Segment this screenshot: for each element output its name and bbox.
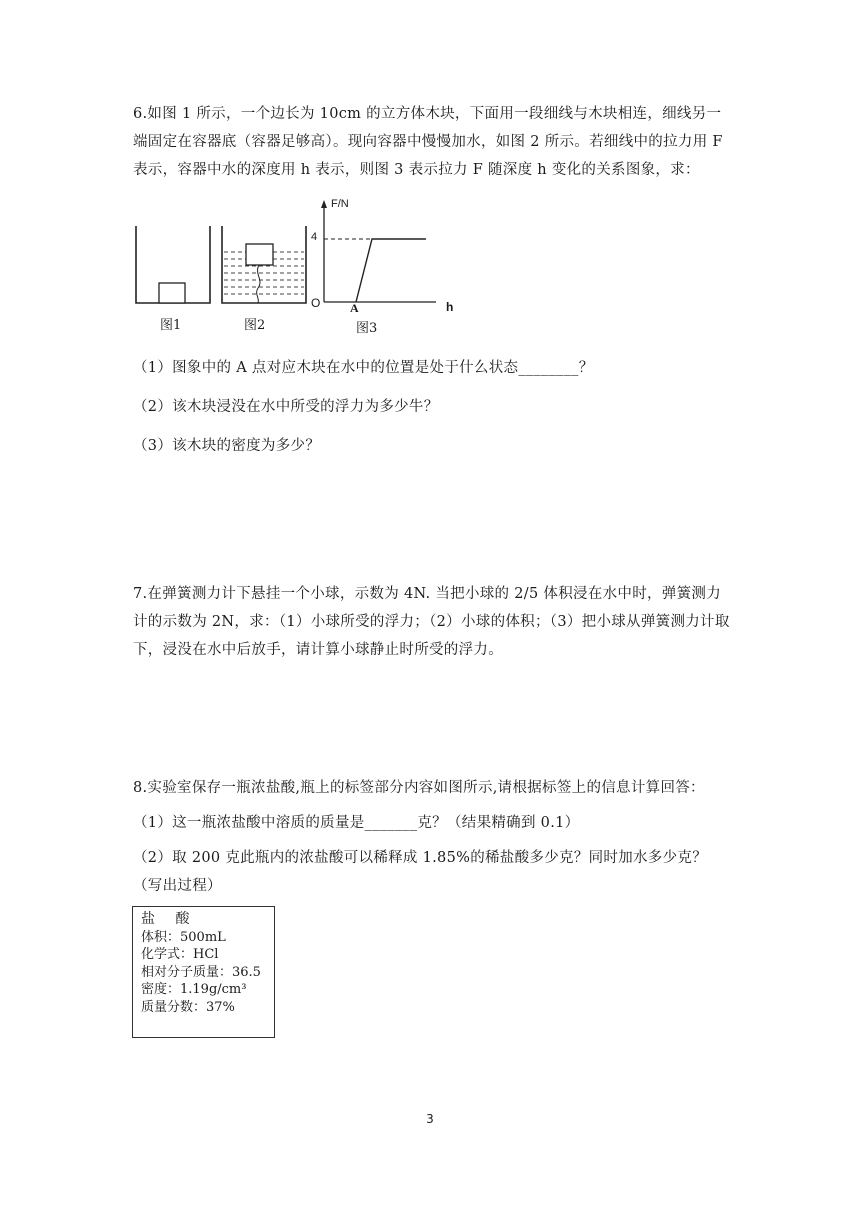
- fig1-wood-block: [159, 283, 185, 303]
- q6-sub3: （3）该木块的密度为多少？: [133, 438, 321, 454]
- q8-sub1: （1）这一瓶浓盐酸中溶质的质量是_______克？（结果精确到 0.1）: [133, 815, 580, 831]
- label-density: 密度：1.19g/cm³: [141, 982, 247, 997]
- fig3-point-a-label: A: [350, 301, 359, 315]
- fig3-caption: 图3: [356, 321, 378, 336]
- q7-stem: 7.在弹簧测力计下悬挂一个小球，示数为 4N. 当把小球的 2/5 体积浸在水中时，弹簧测力计的示数为 2N，求：（1）小球所受的浮力；（2）小球的体积；（3）把小球从弹簧测力计取下，浸没在水中后放手，请计算小球静止时所受的浮力。: [133, 586, 730, 658]
- fig3-x-axis-label: h: [446, 300, 454, 314]
- fig1-container: [136, 226, 210, 303]
- fig3-curve: [356, 239, 426, 302]
- label-molar-mass: 相对分子质量：36.5: [141, 964, 261, 980]
- fig3-y-arrow: [321, 200, 327, 208]
- fig1-caption: 图1: [160, 318, 182, 333]
- q8-sub2: （2）取 200 克此瓶内的浓盐酸可以稀释成 1.85%的稀盐酸多少克？同时加水多少克？（写出过程）: [133, 850, 707, 894]
- q6-sub1: （1）图象中的 A 点对应木块在水中的位置是处于什么状态________？: [133, 360, 594, 376]
- fig2-container: [222, 226, 306, 303]
- label-mass-fraction: 质量分数：37%: [141, 999, 235, 1015]
- label-volume: 体积：500mL: [141, 929, 226, 945]
- fig2-wood-block: [246, 244, 273, 265]
- fig3-y-tick-label: 4: [311, 231, 318, 243]
- q6-stem: 6.如图 1 所示，一个边长为 10cm 的立方体木块，下面用一段细线与木块相连，细线另一端固定在容器底（容器足够高）。现向容器中慢慢加水，如图 2 所示。若细线中的拉力用 F 表示，容器中水的深度用 h 表示，则图 3 表示拉力 F 随深度 h 变化的关系图象，求：: [133, 106, 723, 178]
- fig2-string: [257, 265, 260, 303]
- fig3-graph: [321, 200, 436, 302]
- fig3-origin-label: O: [311, 296, 321, 310]
- label-title: 盐 酸: [141, 911, 198, 927]
- hcl-bottle-label: [132, 906, 275, 1038]
- q6-figures: [126, 196, 466, 336]
- fig2-caption: 图2: [244, 318, 266, 333]
- label-formula: 化学式：HCl: [141, 947, 219, 962]
- q6-sub2: （2）该木块浸没在水中所受的浮力为多少牛？: [133, 399, 439, 415]
- fig3-y-axis-label: F/N: [331, 198, 349, 210]
- page-number: 3: [426, 1112, 434, 1126]
- q8-stem: 8.实验室保存一瓶浓盐酸,瓶上的标签部分内容如图所示,请根据标签上的信息计算回答：: [133, 780, 705, 796]
